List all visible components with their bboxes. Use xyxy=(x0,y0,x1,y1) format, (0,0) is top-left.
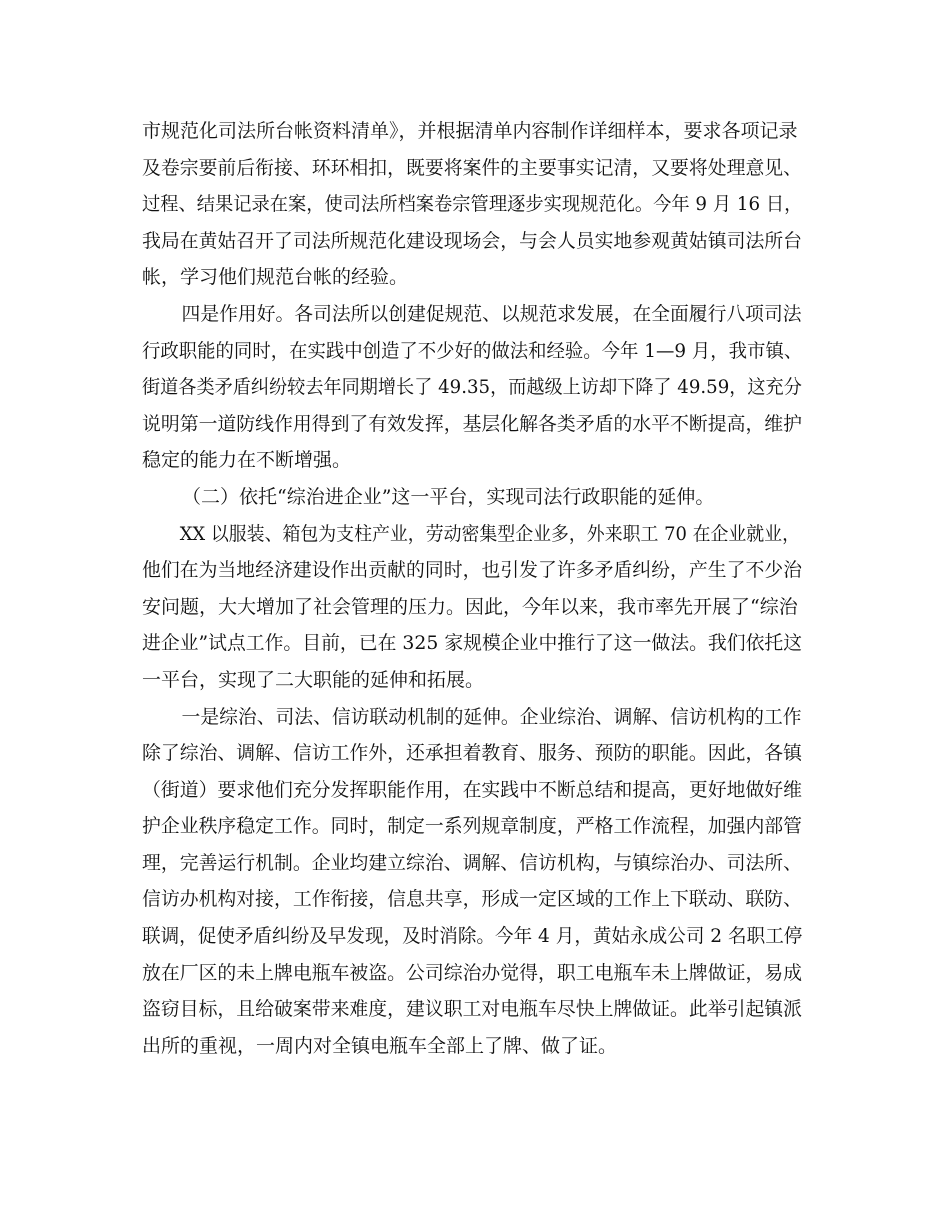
paragraph-1 xyxy=(142,113,802,296)
paragraph-4 xyxy=(142,699,802,1065)
text-line: （街道）要求他们充分发挥职能作用，在实践中不断总结和提高，更好地做好维 xyxy=(142,778,803,801)
text-line: 理，完善运行机制。企业均建立综治、调解、信访机构，与镇综治办、司法所、 xyxy=(142,851,803,874)
text-line: 联调，促使矛盾纠纷及早发现，及时消除。今年 4 月，黄姑永成公司 2 名职工停 xyxy=(142,925,803,948)
text-line: XX 以服装、箱包为支柱产业，劳动密集型企业多，外来职工 70 在企业就业， xyxy=(179,522,800,545)
text-line: （二）依托“综治进企业”这一平台，实现司法行政职能的延伸。 xyxy=(182,485,715,508)
text-line: 盗窃目标，且给破案带来难度，建议职工对电瓶车尽快上牌做证。此举引起镇派 xyxy=(142,998,803,1021)
text-line: 除了综治、调解、信访工作外，还承担着教育、服务、预防的职能。因此，各镇 xyxy=(142,742,803,765)
text-line: 街道各类矛盾纠纷较去年同期增长了 49.35，而越级上访却下降了 49.59，这充分 xyxy=(142,376,802,399)
paragraph-3 xyxy=(142,516,802,699)
section-heading xyxy=(142,479,802,516)
text-line: 四是作用好。各司法所以创建促规范、以规范求发展，在全面履行八项司法 xyxy=(181,302,802,325)
text-line: 过程、结果记录在案，使司法所档案卷宗管理逐步实现规范化。今年 9 月 16 日， xyxy=(142,193,803,216)
text-line: 行政职能的同时，在实践中创造了不少好的做法和经验。今年 1—9 月，我市镇、 xyxy=(142,339,803,362)
text-line: 说明第一道防线作用得到了有效发挥，基层化解各类矛盾的水平不断提高，维护 xyxy=(142,412,803,435)
text-line: 帐，学习他们规范台帐的经验。 xyxy=(142,266,409,289)
text-line: 一是综治、司法、信访联动机制的延伸。企业综治、调解、信访机构的工作 xyxy=(181,705,802,728)
text-line: 及卷宗要前后衔接、环环相扣，既要将案件的主要事实记清，又要将处理意见、 xyxy=(142,156,803,179)
text-line: 市规范化司法所台帐资料清单》，并根据清单内容制作详细样本，要求各项记录 xyxy=(142,120,798,142)
text-line: 信访办机构对接，工作衔接，信息共享，形成一定区域的工作上下联动、联防、 xyxy=(142,888,803,911)
text-line: 护企业秩序稳定工作。同时，制定一系列规章制度，严格工作流程，加强内部管 xyxy=(142,815,803,838)
text-line: 放在厂区的未上牌电瓶车被盗。公司综治办觉得，职工电瓶车未上牌做证，易成 xyxy=(142,961,803,984)
paragraph-2 xyxy=(142,296,802,479)
document-body xyxy=(142,113,802,1064)
text-line: 我局在黄姑召开了司法所规范化建设现场会，与会人员实地参观黄姑镇司法所台 xyxy=(142,229,803,252)
text-line: 出所的重视，一周内对全镇电瓶车全部上了牌、做了证。 xyxy=(142,1034,618,1057)
text-line: 进企业”试点工作。目前，已在 325 家规模企业中推行了这一做法。我们依托这 xyxy=(142,632,803,655)
text-line: 安问题，大大增加了社会管理的压力。因此，今年以来，我市率先开展了“综治 xyxy=(142,595,798,618)
text-line: 稳定的能力在不断增强。 xyxy=(142,449,352,472)
text-line: 一平台，实现了二大职能的延伸和拓展。 xyxy=(142,668,485,691)
text-line: 他们在为当地经济建设作出贡献的同时，也引发了许多矛盾纠纷，产生了不少治 xyxy=(142,559,803,582)
